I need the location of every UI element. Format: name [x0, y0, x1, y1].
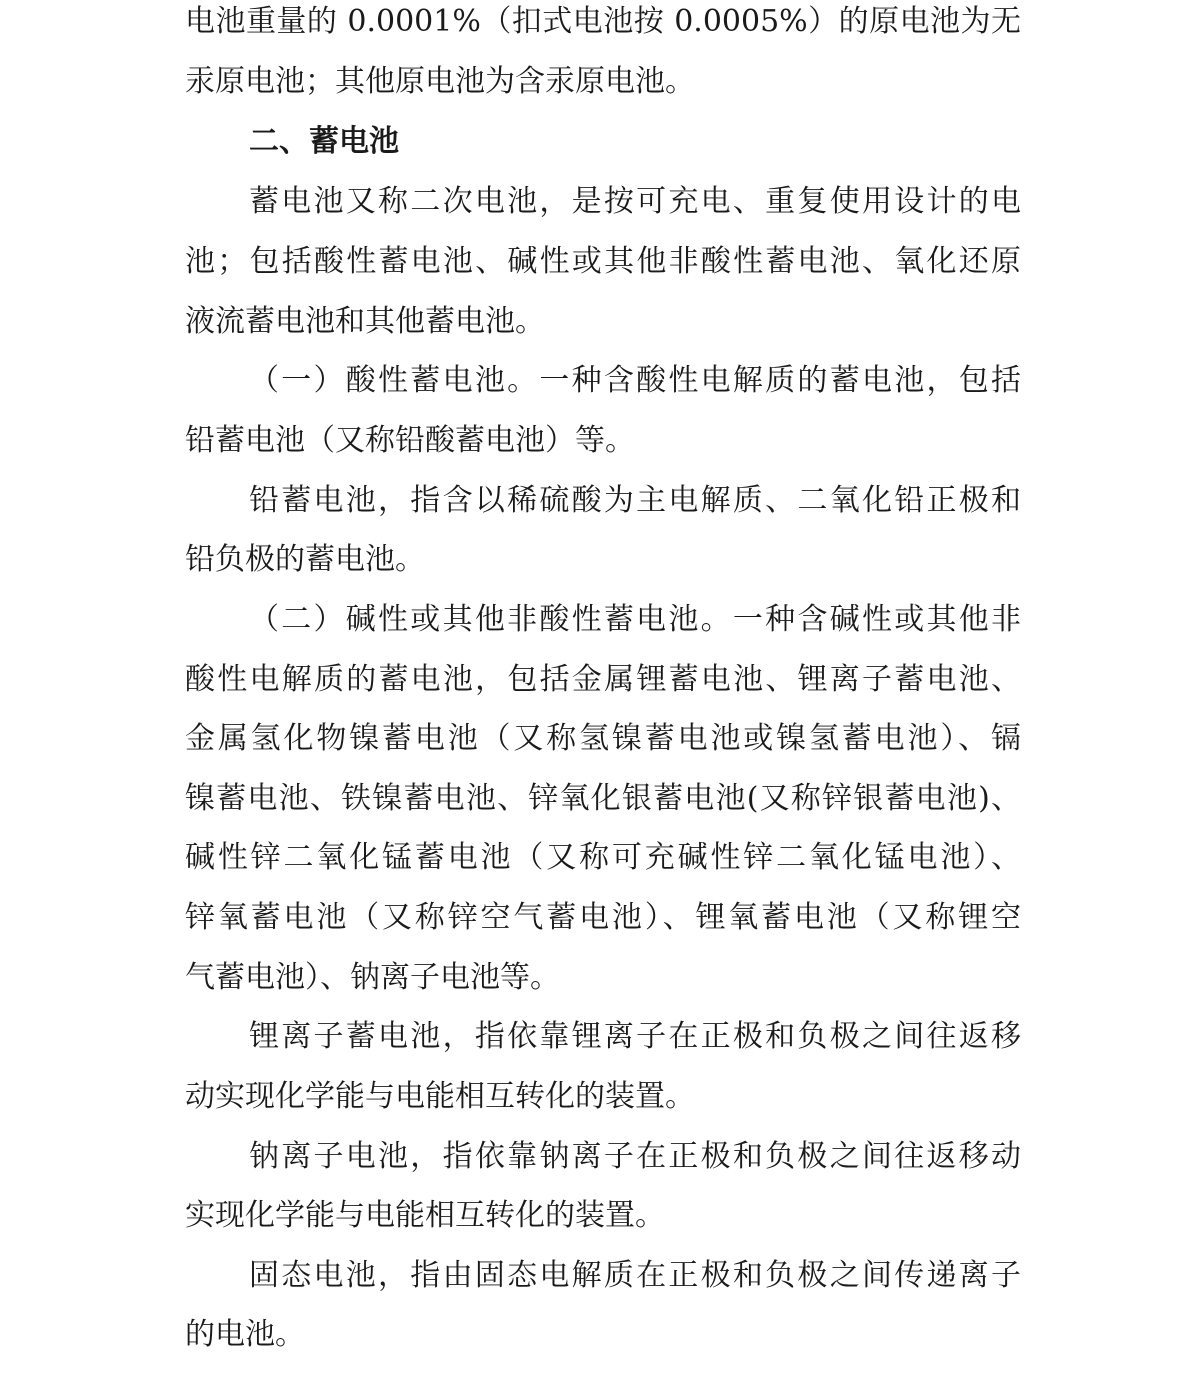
text-line-14: 镍蓄电池、铁镍蓄电池、锌氧化银蓄电池(又称锌银蓄电池)、	[185, 781, 1021, 816]
text-line-9: 铅蓄电池，指含以稀硫酸为主电解质、二氧化铅正极和	[249, 483, 1021, 518]
text-line-23: 的电池。	[185, 1317, 305, 1352]
text-line-5: 池；包括酸性蓄电池、碱性或其他非酸性蓄电池、氧化还原	[185, 244, 1021, 279]
text-line-19: 动实现化学能与电能相互转化的装置。	[185, 1079, 695, 1114]
text-line-2: 汞原电池；其他原电池为含汞原电池。	[185, 64, 695, 99]
text-line-8: 铅蓄电池（又称铅酸蓄电池）等。	[185, 423, 635, 458]
text-line-4: 蓄电池又称二次电池，是按可充电、重复使用设计的电	[249, 184, 1021, 219]
text-line-15: 碱性锌二氧化锰蓄电池（又称可充碱性锌二氧化锰电池）、	[185, 840, 1021, 875]
text-line-17: 气蓄电池）、钠离子电池等。	[185, 960, 560, 995]
text-line-6: 液流蓄电池和其他蓄电池。	[185, 304, 545, 339]
text-line-11: （二）碱性或其他非酸性蓄电池。一种含碱性或其他非	[249, 602, 1021, 637]
text-line-13: 金属氢化物镍蓄电池（又称氢镍蓄电池或镍氢蓄电池）、镉	[185, 721, 1021, 756]
text-line-21: 实现化学能与电能相互转化的装置。	[185, 1198, 665, 1233]
text-line-10: 铅负极的蓄电池。	[185, 542, 425, 577]
text-line-16: 锌氧蓄电池（又称锌空气蓄电池）、锂氧蓄电池（又称锂空	[185, 900, 1021, 935]
text-line-12: 酸性电解质的蓄电池，包括金属锂蓄电池、锂离子蓄电池、	[185, 662, 1021, 697]
text-line-20: 钠离子电池，指依靠钠离子在正极和负极之间往返移动	[249, 1139, 1021, 1174]
section-heading-storage-battery: 二、蓄电池	[249, 124, 399, 159]
text-line-7: （一）酸性蓄电池。一种含酸性电解质的蓄电池，包括	[249, 363, 1021, 398]
text-line-18: 锂离子蓄电池，指依靠锂离子在正极和负极之间往返移	[249, 1019, 1021, 1054]
text-line-1: 电池重量的 0.0001%（扣式电池按 0.0005%）的原电池为无	[185, 4, 1021, 39]
text-line-22: 固态电池，指由固态电解质在正极和负极之间传递离子	[249, 1258, 1021, 1293]
